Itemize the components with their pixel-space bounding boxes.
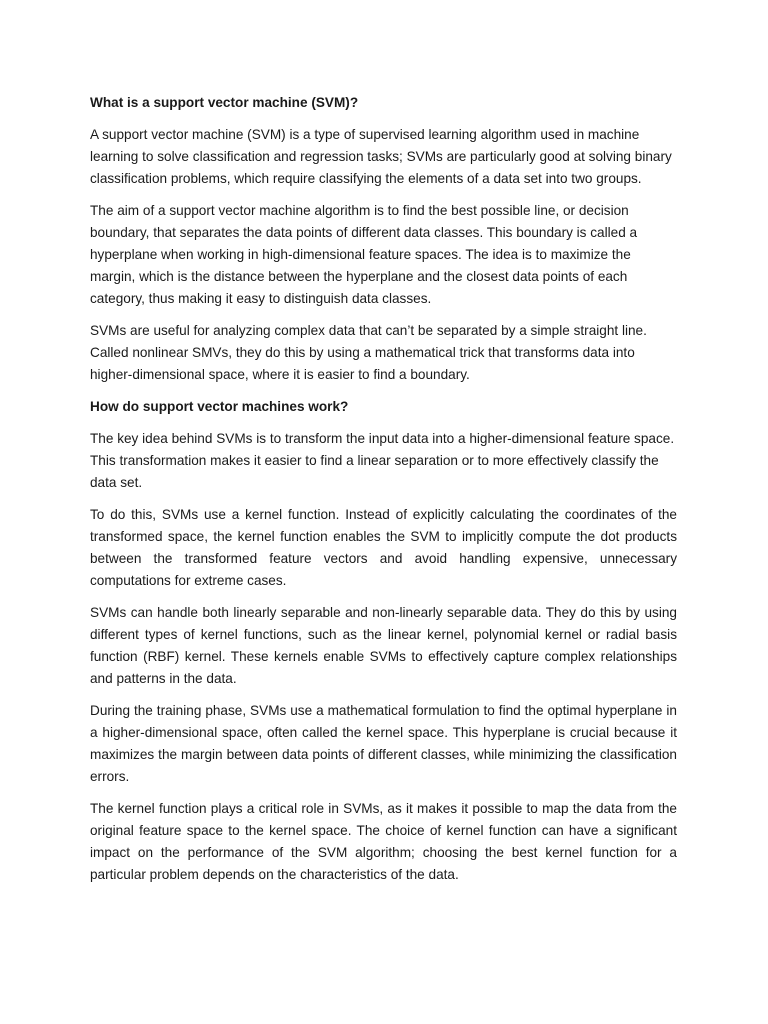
paragraph-nonlinear-svm: SVMs are useful for analyzing complex data that can’t be separated by a simple straight line. Called nonlinear SMVs, they do this by using a mathematical trick that transforms data into higher-dimensional space, where it is easier to find a boundary. xyxy=(90,323,647,382)
paragraph-training-phase: During the training phase, SVMs use a mathematical formulation to find the optimal hyperplane in a higher-dimensional space, often called the kernel space. This hyperplane is crucial because it maximizes the margin between data points of different classes, while minimizing the classification errors. xyxy=(90,703,677,784)
paragraph-kernel-role: The kernel function plays a critical role in SVMs, as it makes it possible to map the data from the original feature space to the kernel space. The choice of kernel function can have a significant impact on the performance of the SVM algorithm; choosing the best kernel function for a particular problem depends on the characteristics of the data. xyxy=(90,801,677,882)
section-heading-how-svm-works: How do support vector machines work? xyxy=(90,399,349,414)
paragraph-key-idea: The key idea behind SVMs is to transform the input data into a higher-dimensional feature space. This transformation makes it easier to find a linear separation or to more effectively classify the data set. xyxy=(90,431,675,490)
paragraph-svm-aim: The aim of a support vector machine algorithm is to find the best possible line, or decision boundary, that separates the data points of different data classes. This boundary is called a hyperplane when working in high-dimensional feature spaces. The idea is to maximize the margin, which is the distance between the hyperplane and the closest data points of each category, thus making it easy to distinguish data classes. xyxy=(90,203,638,306)
section-heading-what-is-svm: What is a support vector machine (SVM)? xyxy=(90,95,359,110)
paragraph-kernel-function: To do this, SVMs use a kernel function. Instead of explicitly calculating the coordinates of the transformed space, the kernel function enables the SVM to implicitly compute the dot products between the transformed feature vectors and avoid handling expensive, unnecessary computations for extreme cases. xyxy=(90,507,677,588)
document-page xyxy=(90,92,677,896)
paragraph-separable-data: SVMs can handle both linearly separable and non-linearly separable data. They do this by using different types of kernel functions, such as the linear kernel, polynomial kernel or radial basis function (RBF) kernel. These kernels enable SVMs to effectively capture complex relationships and patterns in the data. xyxy=(90,605,677,686)
paragraph-svm-definition: A support vector machine (SVM) is a type of supervised learning algorithm used in machine learning to solve classification and regression tasks; SVMs are particularly good at solving binary classification problems, which require classifying the elements of a data set into two groups. xyxy=(90,127,672,186)
